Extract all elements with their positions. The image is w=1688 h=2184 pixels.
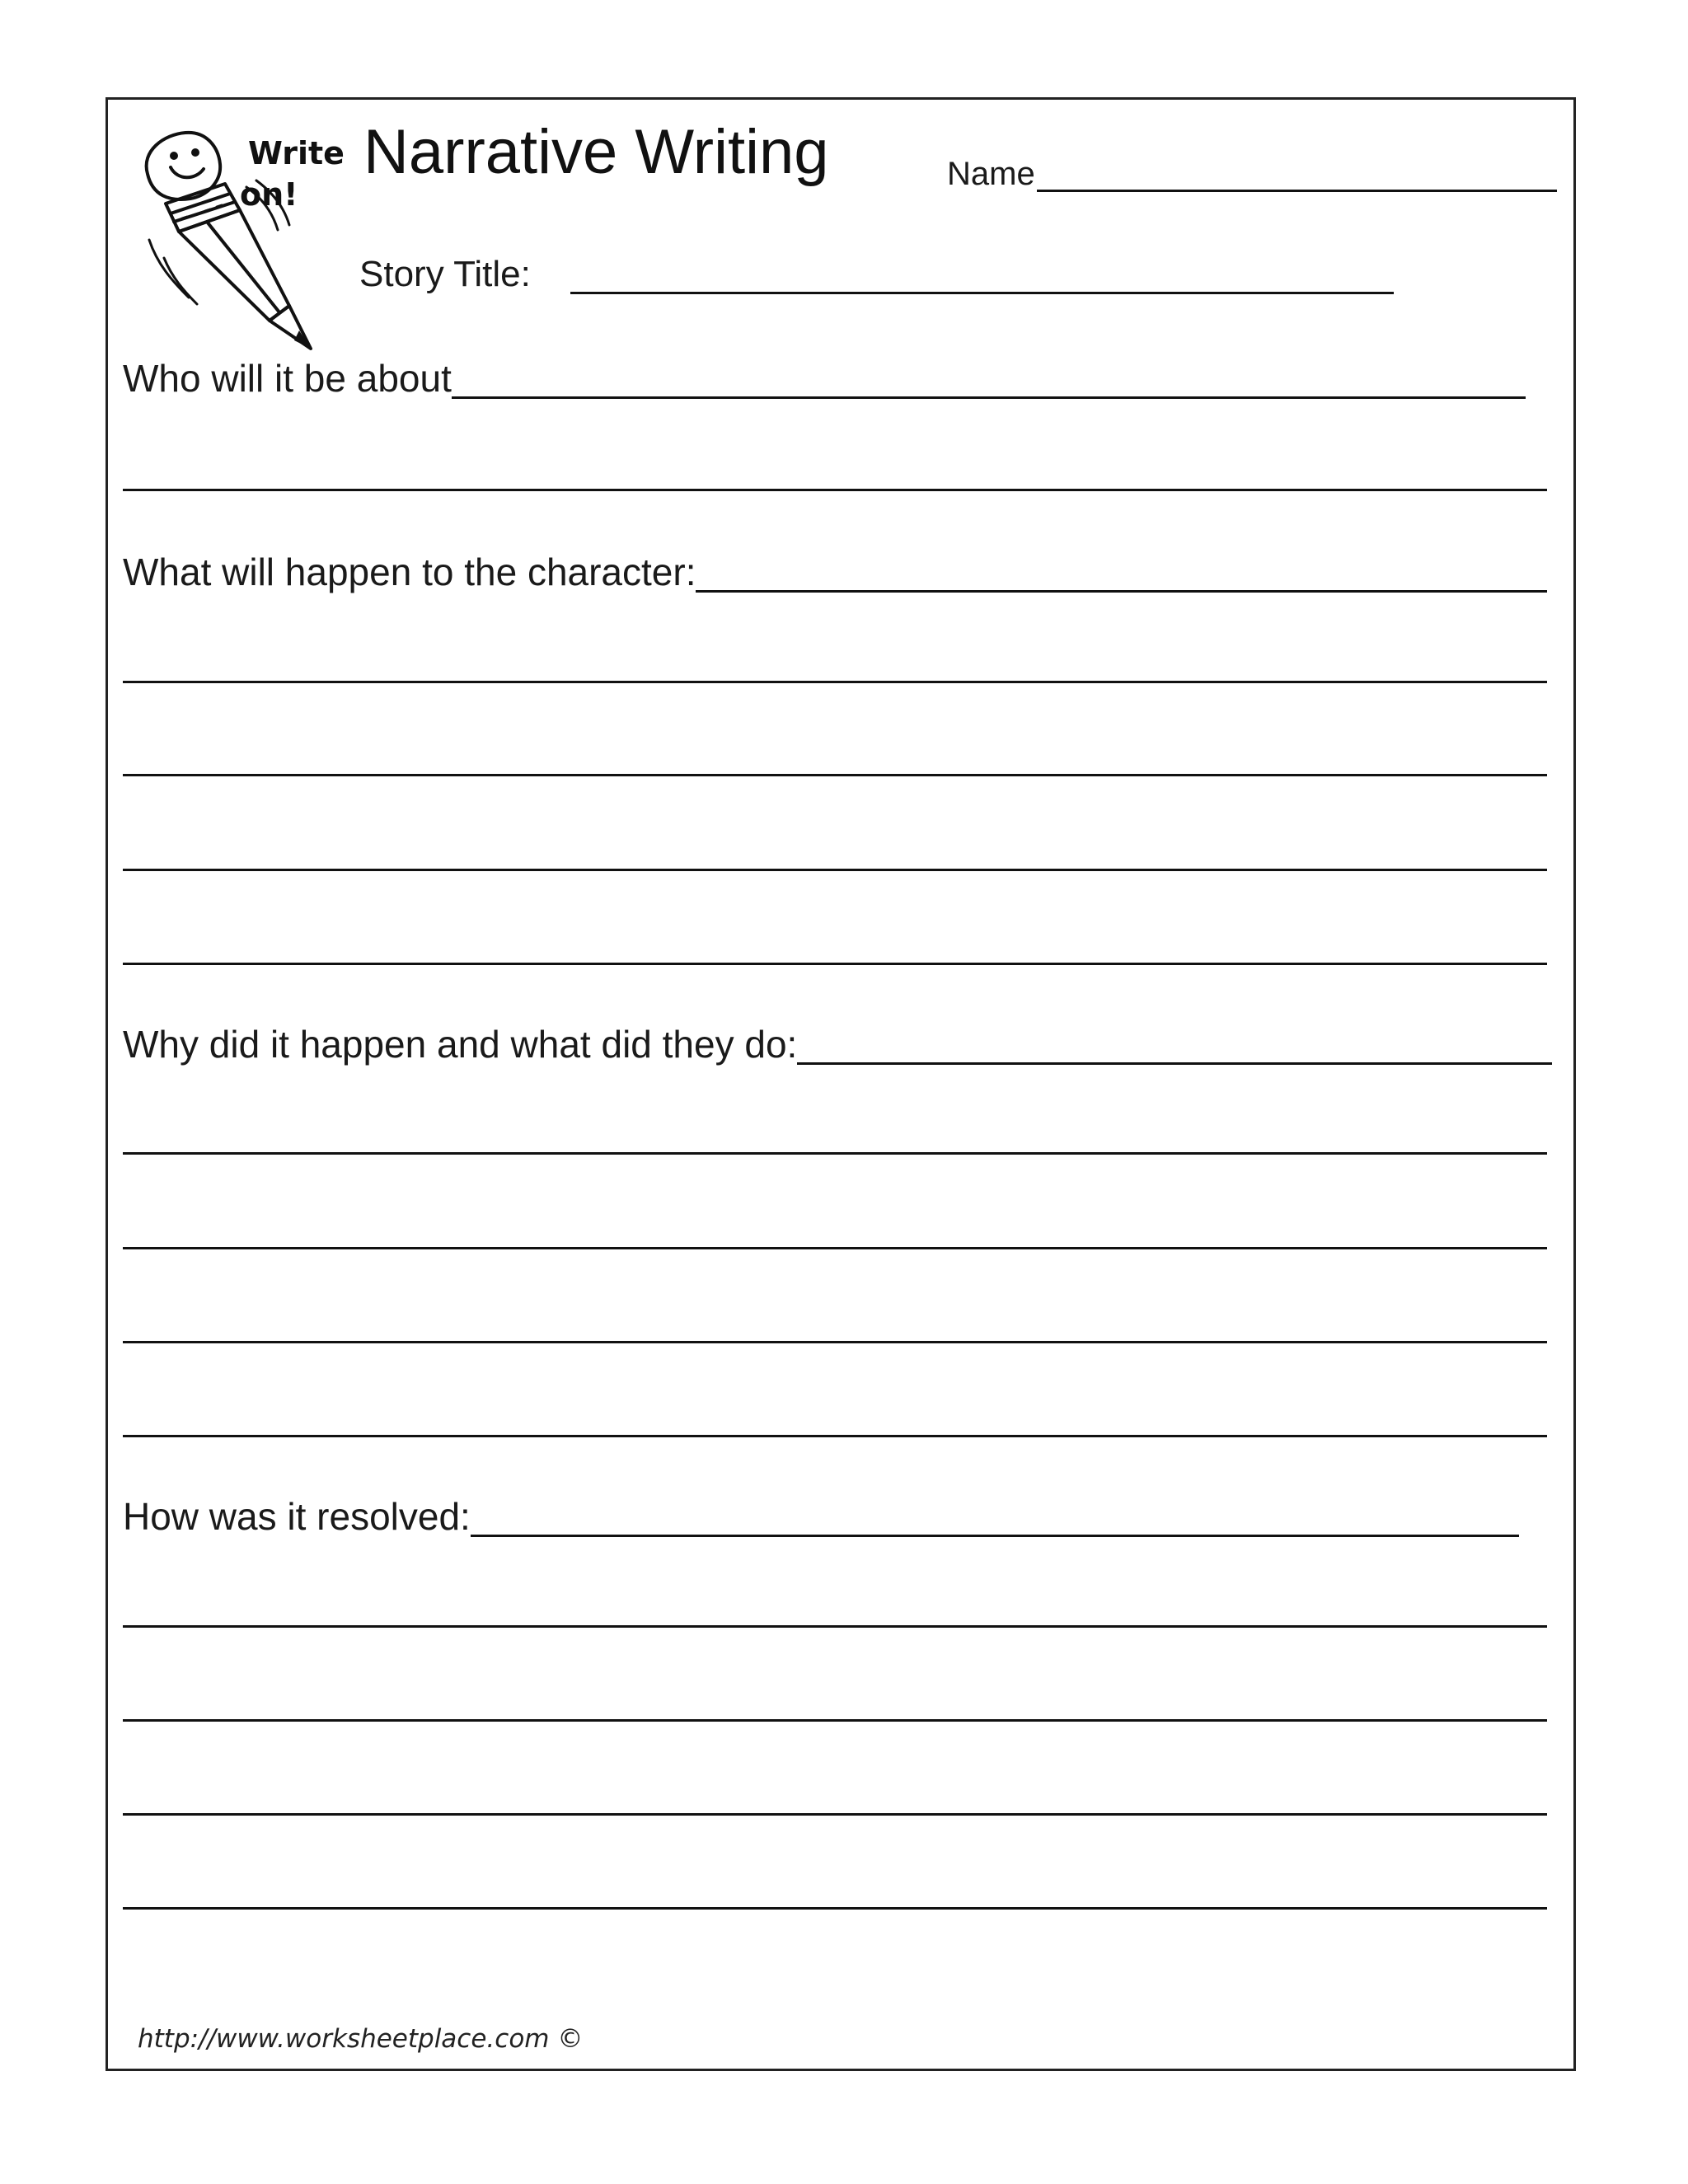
story-title-writing-line[interactable] [570,291,1394,294]
question-how [123,1489,1519,1539]
story-title-field [359,248,1394,298]
writing-line[interactable] [123,963,1547,965]
writing-line[interactable] [123,1435,1547,1437]
writing-line[interactable] [123,1719,1547,1722]
question-answer-line[interactable] [797,1062,1552,1065]
writing-line[interactable] [123,869,1547,871]
question-label: How was it resolved: [123,1495,471,1538]
writing-line[interactable] [123,1907,1547,1910]
writing-line[interactable] [123,681,1547,683]
question-who [123,351,1526,401]
writing-line[interactable] [123,1625,1547,1628]
writing-line[interactable] [123,1247,1547,1249]
question-label: Who will it be about [123,357,452,400]
question-answer-line[interactable] [696,589,1547,593]
page-title: Narrative Writing [363,117,829,187]
worksheet-frame [106,97,1576,2071]
name-writing-line[interactable] [1037,189,1557,192]
writing-line[interactable] [123,1152,1547,1155]
name-label: Name [947,156,1035,192]
question-why [123,1017,1552,1066]
question-answer-line[interactable] [471,1534,1519,1537]
logo-text-write: Write [248,135,345,171]
logo-text-on: on! [240,176,298,213]
question-label: What will happen to the character: [123,551,696,593]
writing-line[interactable] [123,1341,1547,1343]
question-label: Why did it happen and what did they do: [123,1023,798,1066]
question-what [123,545,1547,594]
writing-line[interactable] [123,489,1547,491]
smiling-pencil-icon [124,116,345,355]
footer-source: http://www.worksheetplace.com © [138,2024,584,2054]
question-answer-line[interactable] [452,396,1526,399]
writing-line[interactable] [123,1813,1547,1816]
story-title-label: Story Title: [359,254,531,294]
writing-line[interactable] [123,774,1547,776]
name-field [947,133,1557,194]
